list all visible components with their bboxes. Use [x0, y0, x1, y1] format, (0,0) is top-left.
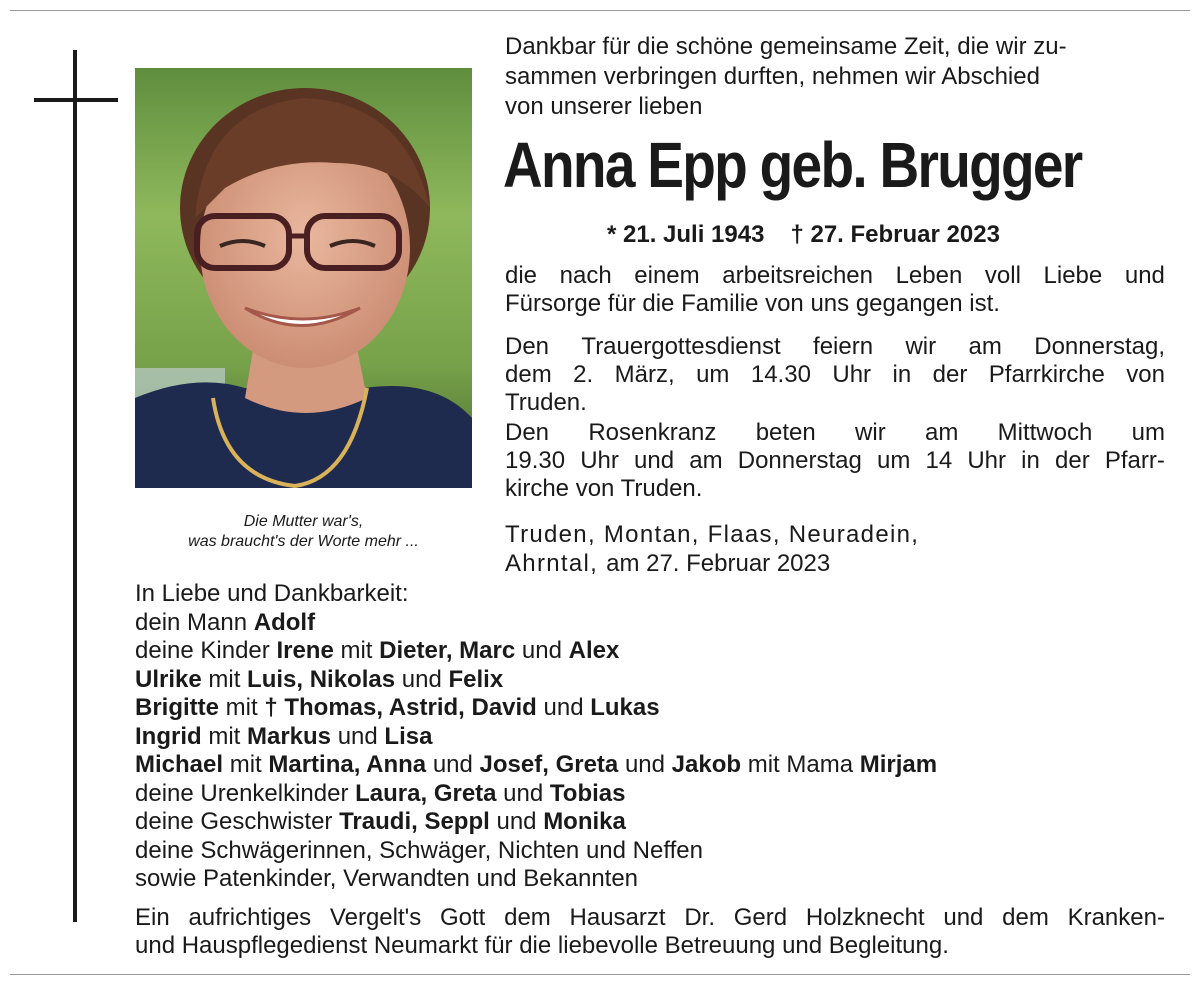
- word: Kranken-: [1067, 904, 1165, 931]
- word: Liebe: [1043, 262, 1103, 289]
- place-and-date: [505, 520, 919, 578]
- thanks-note: [135, 904, 1165, 960]
- paragraph-line-text: kirche von Truden.: [505, 475, 703, 502]
- paragraph-line-text: Fürsorge für die Familie von uns gegangen ist.: [505, 290, 1000, 317]
- family-text: deine Kinder: [135, 637, 277, 664]
- family-name: Lisa: [384, 722, 433, 750]
- family-name: Tobias: [549, 779, 626, 807]
- word: Uhr: [832, 361, 872, 388]
- place-line: Truden, Montan, Flaas, Neuradein,: [505, 521, 920, 548]
- family-name: Traudi, Seppl: [339, 808, 490, 835]
- family-text: und: [515, 637, 569, 664]
- word: Pfarrkirche: [988, 361, 1105, 388]
- family-name: Adolf: [253, 608, 316, 636]
- place-names: Ahrntal,: [505, 550, 599, 577]
- family-name: Josef, Greta: [479, 751, 619, 778]
- paragraph-line: [505, 475, 1165, 503]
- word: Rosenkranz: [588, 419, 717, 446]
- family-text: und: [426, 751, 480, 778]
- photo-caption: [135, 512, 472, 552]
- word: beten: [755, 419, 816, 446]
- word: Gott: [439, 904, 486, 931]
- word: feiern: [813, 333, 874, 360]
- word: dem: [504, 904, 551, 931]
- family-name: Ulrike: [135, 665, 202, 693]
- word: Holzknecht: [805, 904, 925, 931]
- intro-line: von unserer lieben: [505, 93, 703, 120]
- family-name: Mirjam: [859, 751, 938, 778]
- word: nach: [559, 262, 612, 289]
- death-date: † 27. Februar 2023: [790, 221, 1000, 248]
- word: Mittwoch: [997, 419, 1093, 446]
- family-row: [135, 723, 1135, 752]
- word: 19.30: [505, 447, 566, 474]
- paragraph-line: [505, 290, 1165, 318]
- paragraph-line: [505, 361, 1165, 389]
- family-text: mit: [333, 637, 380, 664]
- paragraph-rosary: [505, 419, 1165, 503]
- family-name: Ingrid: [135, 722, 202, 750]
- word: Donnerstag,: [1034, 333, 1165, 360]
- family-name: Lukas: [590, 694, 660, 721]
- deceased-name: Anna Epp geb. Brugger: [503, 129, 1082, 201]
- word: wir: [855, 419, 886, 446]
- family-text: und: [536, 694, 591, 721]
- word: voll: [984, 262, 1021, 289]
- word: 14.30: [750, 361, 811, 388]
- family-text: mit: [201, 665, 248, 693]
- word: um: [696, 361, 730, 388]
- family-text: und: [618, 751, 672, 778]
- portrait-icon: [135, 68, 472, 488]
- word: aufrichtiges: [188, 904, 312, 931]
- paragraph-line: [505, 447, 1165, 475]
- caption-line: was braucht's der Worte mehr ...: [188, 533, 419, 550]
- thanks-line-text: und Hauspflegedienst Neumarkt für die liebevolle Betreuung und Begleitung.: [135, 932, 949, 959]
- word: am: [689, 447, 723, 474]
- family-name: Jakob: [671, 751, 742, 778]
- family-row: [135, 666, 1135, 695]
- word: dem: [505, 361, 552, 388]
- family-text: deine Urenkelkinder: [135, 779, 356, 807]
- family-name: Markus: [246, 722, 332, 750]
- family-text: sowie Patenkinder, Verwandten und Bekannten: [135, 865, 639, 892]
- word: die: [505, 262, 538, 289]
- word: Trauergottesdienst: [581, 333, 781, 360]
- family-text: und: [331, 722, 385, 750]
- family-text: deine Schwägerinnen, Schwäger, Nichten und Neffen: [135, 836, 703, 864]
- word: Den: [505, 419, 550, 446]
- thanks-line: [135, 932, 1165, 960]
- word: Ein: [135, 904, 170, 931]
- word: Uhr: [580, 447, 619, 474]
- word: Donnerstag: [737, 447, 862, 474]
- family-row: [135, 694, 1135, 723]
- word: und: [943, 904, 984, 931]
- word: wir: [905, 333, 937, 360]
- word: Pfarr-: [1104, 447, 1165, 474]
- word: März,: [614, 361, 675, 388]
- family-row: [135, 865, 1135, 894]
- paragraph-line: [505, 262, 1165, 290]
- family-name: Dieter, Marc: [379, 637, 516, 664]
- paragraph-life: [505, 262, 1165, 318]
- word: am: [968, 333, 1002, 360]
- word: Hausarzt: [569, 904, 666, 931]
- word: um: [1131, 419, 1165, 446]
- family-name: Michael: [135, 751, 224, 778]
- family-text: deine Geschwister: [135, 808, 340, 835]
- place-line: [505, 549, 919, 578]
- family-name: Alex: [568, 637, 620, 664]
- paragraph-line: [505, 333, 1165, 361]
- family-name: Laura, Greta: [355, 779, 497, 807]
- family-text: mit: [201, 722, 247, 750]
- family-name: Irene: [276, 637, 334, 664]
- family-text: mit: [223, 751, 269, 778]
- word: in: [892, 361, 912, 388]
- intro-line: Dankbar für die schöne gemeinsame Zeit, die wir zu-: [505, 33, 1067, 60]
- word: Leben: [895, 262, 963, 289]
- family-name: Martina, Anna: [268, 751, 427, 778]
- family-name: Brigitte: [135, 694, 219, 721]
- word: Dr.: [684, 904, 715, 931]
- family-heading: In Liebe und Dankbarkeit:: [135, 580, 409, 607]
- word: einem: [634, 262, 700, 289]
- word: in: [1021, 447, 1040, 474]
- family-text: und: [395, 665, 449, 693]
- word: arbeitsreichen: [722, 262, 873, 289]
- word: der: [1055, 447, 1090, 474]
- caption-line: Die Mutter war's,: [243, 513, 364, 530]
- family-text: dein Mann: [135, 608, 254, 636]
- word: um: [876, 447, 911, 474]
- signing-date: am 27. Februar 2023: [606, 550, 831, 577]
- intro-line: sammen verbringen durften, nehmen wir Abschied: [505, 63, 1040, 90]
- word: 2.: [573, 361, 594, 388]
- word: Uhr: [967, 447, 1007, 474]
- word: und: [1124, 262, 1165, 289]
- family-row: [135, 837, 1135, 866]
- paragraph-line-text: Truden.: [505, 389, 587, 416]
- paragraph-line: [505, 389, 1165, 417]
- family-row: [135, 637, 1135, 666]
- family-row: [135, 780, 1135, 809]
- family-rows: [135, 609, 1135, 894]
- family-text: und: [496, 779, 550, 807]
- family-text: mit Mama: [741, 751, 860, 778]
- word: dem: [1002, 904, 1049, 931]
- family-name: Monika: [543, 808, 626, 835]
- birth-date: * 21. Juli 1943: [607, 221, 765, 248]
- family-row: [135, 609, 1135, 638]
- life-dates: [607, 220, 1026, 250]
- family-name: Luis, Nikolas: [247, 665, 396, 693]
- family-name: † Thomas, Astrid, David: [264, 694, 537, 721]
- portrait-photo: [135, 68, 472, 488]
- paragraph-line: [505, 419, 1165, 447]
- word: und: [634, 447, 675, 474]
- thanks-line: [135, 904, 1165, 932]
- family-row: [135, 808, 1135, 837]
- word: am: [925, 419, 959, 446]
- word: Vergelt's: [329, 904, 422, 931]
- family-name: Felix: [448, 665, 504, 693]
- word: Gerd: [733, 904, 788, 931]
- cross-icon-vertical: [73, 50, 77, 922]
- word: 14: [925, 447, 953, 474]
- word: von: [1126, 361, 1165, 388]
- family-text: und: [489, 808, 544, 835]
- intro-text: [505, 32, 1165, 122]
- family-list: [135, 580, 1135, 894]
- family-text: mit: [219, 694, 265, 721]
- word: der: [932, 361, 968, 388]
- paragraph-funeral: [505, 333, 1165, 417]
- family-row: [135, 751, 1135, 780]
- word: Den: [505, 333, 550, 360]
- cross-icon-horizontal: [34, 98, 118, 102]
